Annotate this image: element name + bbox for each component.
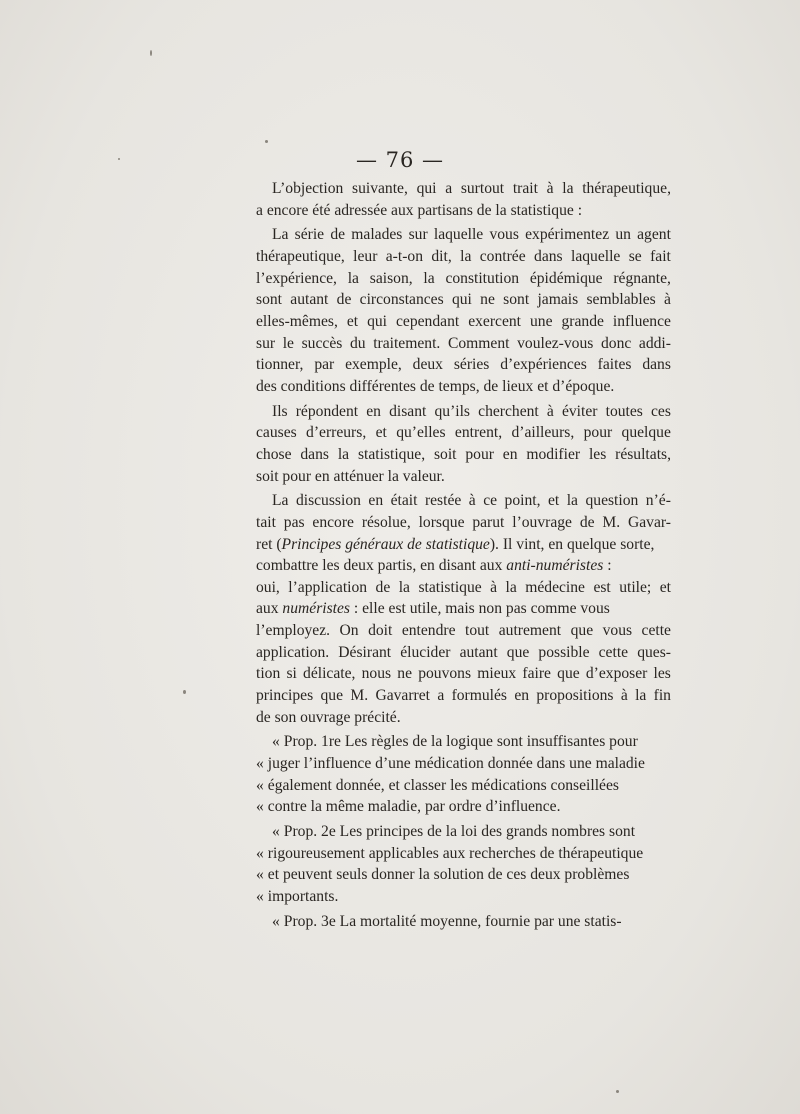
text-fragment: ret (: [256, 535, 282, 553]
text-fragment: contre la même maladie, par ordre d’influence.: [267, 798, 561, 816]
quote-mark: «: [272, 823, 280, 841]
text-line: [256, 796, 671, 818]
text-fragment: Prop. 1re Les règles de la logique sont insuffisantes pour: [283, 733, 638, 751]
text-fragment: et peuvent seuls donner la solution de ces deux problèmes: [267, 866, 630, 884]
text-line: de son ouvrage précité.: [256, 708, 401, 726]
text-fragment: Prop. 3e La mortalité moyenne, fournie par une statis-: [283, 912, 622, 930]
text-line: [256, 911, 671, 933]
quote-mark: «: [272, 912, 280, 930]
text-line: principes que M. Gavarret a formulés en propositions à la fin: [256, 687, 671, 705]
body-text: [256, 178, 671, 932]
text-line: a encore été adressée aux partisans de la statistique :: [256, 201, 583, 219]
text-line: [256, 731, 671, 753]
quote-mark: «: [256, 888, 264, 905]
text-line: [256, 843, 671, 865]
paper-speck: [183, 690, 186, 694]
text-fragment: également donnée, et classer les médications conseillées: [267, 776, 619, 794]
text-line: [256, 864, 671, 886]
text-line: [256, 555, 671, 577]
text-line: thérapeutique, leur a-t-on dit, la contrée dans laquelle se fait: [256, 247, 671, 265]
quote-mark: «: [256, 798, 264, 816]
text-line: elles-mêmes, et qui cependant exercent une grande influence: [256, 312, 671, 330]
quote-mark: «: [272, 733, 280, 751]
text-line: l’employez. On doit entendre tout autrement que vous cette: [256, 622, 671, 640]
text-line: chose dans la statistique, soit pour en modifier les résultats,: [256, 445, 671, 463]
italic-term: numéristes: [282, 600, 350, 618]
text-line: sur le succès du traitement. Comment voulez-vous donc addi-: [256, 334, 671, 352]
text-line: L’objection suivante, qui a surtout trait à la thérapeutique,: [272, 180, 671, 197]
text-fragment: aux: [256, 600, 283, 618]
text-fragment: juger l’influence d’une médication donnée dans une maladie: [267, 755, 645, 773]
text-line: application. Désirant élucider autant que possible cette ques-: [256, 643, 671, 661]
text-fragment: ). Il vint, en quelque sorte,: [489, 535, 655, 553]
text-line: causes d’erreurs, et qu’elles entrent, d’ailleurs, pour quelque: [256, 424, 671, 442]
text-line: Ils répondent en disant qu’ils cherchent à éviter toutes ces: [272, 402, 671, 420]
text-fragment: :: [603, 557, 612, 575]
paper-speck: [265, 140, 268, 143]
quote-mark: «: [256, 866, 264, 884]
quote-mark: «: [256, 776, 264, 794]
quote-mark: «: [256, 844, 264, 862]
text-line: La discussion en était restée à ce point, et la question n’é-: [272, 492, 671, 510]
text-fragment: importants.: [267, 888, 339, 905]
text-fragment: combattre les deux partis, en disant aux: [256, 557, 507, 575]
text-line: [256, 821, 671, 843]
book-title: Principes généraux de statistique: [281, 535, 490, 553]
text-line: sont autant de circonstances qui ne sont jamais semblables à: [256, 291, 671, 309]
text-line: oui, l’application de la statistique à la médecine est utile; et: [256, 578, 671, 596]
text-line: [256, 886, 671, 908]
text-fragment: rigoureusement applicables aux recherches de thérapeutique: [267, 844, 644, 862]
text-line: La série de malades sur laquelle vous expérimentez un agent: [272, 226, 671, 244]
text-line: l’expérience, la saison, la constitution épidémique régnante,: [256, 269, 671, 287]
text-fragment: Prop. 2e Les principes de la loi des grands nombres sont: [283, 823, 636, 841]
text-line: [256, 598, 671, 620]
italic-term: anti-numéristes: [506, 557, 604, 575]
quote-mark: «: [256, 755, 264, 773]
text-line: des conditions différentes de temps, de lieux et d’époque.: [256, 377, 615, 395]
text-line: [256, 775, 671, 797]
text-line: soit pour en atténuer la valeur.: [256, 467, 445, 485]
text-line: [256, 534, 671, 556]
paper-speck: [616, 1090, 619, 1093]
paper-speck: [150, 50, 152, 56]
page-number: — 76 —: [355, 148, 445, 172]
text-line: tait pas encore résolue, lorsque parut l’ouvrage de M. Gavar-: [256, 513, 671, 531]
text-line: [256, 753, 671, 775]
text-line: tion si délicate, nous ne pouvons mieux faire que d’exposer les: [256, 665, 671, 683]
text-fragment: : elle est utile, mais non pas comme vous: [350, 600, 610, 618]
text-line: tionner, par exemple, deux séries d’expériences faites dans: [256, 356, 671, 374]
